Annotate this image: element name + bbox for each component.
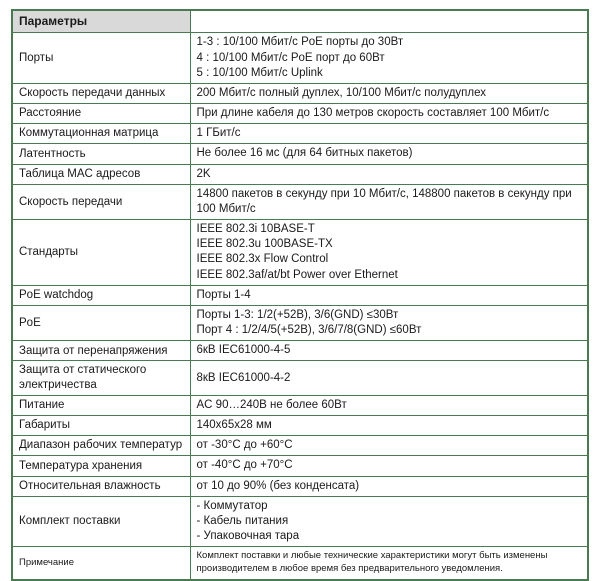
table-header-row: [12, 10, 588, 33]
table-row: [12, 456, 588, 476]
row-value-line: от -30°C до +60°C: [196, 439, 293, 452]
row-value-line: 1 ГБит/с: [196, 127, 241, 140]
row-label: PoE watchdog: [12, 285, 190, 305]
row-value: [190, 456, 588, 476]
table-row: [12, 395, 588, 415]
row-label: Габариты: [12, 416, 190, 436]
row-value-line: Не более 16 мс (для 64 битных пакетов): [196, 147, 413, 160]
row-value-line: от 10 до 90% (без конденсата): [196, 479, 360, 492]
table-row: [12, 341, 588, 361]
row-value-line: 5 : 10/100 Мбит/с Uplink: [196, 66, 323, 79]
note-label: Примечание: [12, 547, 190, 580]
table-row: [12, 124, 588, 144]
row-value: [190, 496, 588, 547]
row-value-line: Порт 4 : 1/2/4/5(+52В), 3/6/7/8(GND) ≤60Вт: [196, 324, 422, 337]
row-value-line: IEEE 802.3x Flow Control: [196, 253, 329, 266]
row-label: Порты: [12, 33, 190, 84]
note-value-line: производителем в любое время без предварительного уведомления.: [196, 563, 503, 575]
row-value-line: от -40°C до +70°C: [196, 459, 293, 472]
row-label: Коммутационная матрица: [12, 124, 190, 144]
table-row: [12, 104, 588, 124]
table-row: [12, 476, 588, 496]
table-row: [12, 361, 588, 395]
row-value: [190, 144, 588, 164]
row-value: [190, 164, 588, 184]
row-value-line: 2K: [196, 167, 211, 180]
row-value-line: 140x65x28 мм: [196, 419, 272, 432]
row-value-line: AC 90…240В не более 60Вт: [196, 398, 347, 411]
row-label: Скорость передачи: [12, 184, 190, 219]
row-value-line: IEEE 802.3i 10BASE-T: [196, 223, 315, 236]
table-row: [12, 33, 588, 84]
row-value-line: Порты 1-4: [196, 288, 251, 301]
table-row: [12, 144, 588, 164]
row-value: [190, 285, 588, 305]
row-value: [190, 220, 588, 286]
row-value: [190, 341, 588, 361]
table-row: [12, 416, 588, 436]
row-label: Относительная влажность: [12, 476, 190, 496]
table-row: [12, 285, 588, 305]
row-value-line: 100 Мбит/с: [196, 202, 256, 215]
table-row: [12, 164, 588, 184]
column-header-values: [190, 10, 588, 33]
row-value: [190, 361, 588, 395]
row-value: [190, 476, 588, 496]
row-value-line: 8кВ IEC61000-4-2: [196, 371, 291, 384]
row-value: [190, 305, 588, 340]
row-label: Латентность: [12, 144, 190, 164]
column-header-parameters: Параметры: [12, 10, 190, 33]
row-label: Защита от перенапряжения: [12, 341, 190, 361]
row-value-line: IEEE 802.3u 100BASE-TX: [196, 238, 333, 251]
row-value-line: При длине кабеля до 130 метров скорость составляет 100 Мбит/с: [196, 107, 550, 120]
row-value-line: IEEE 802.3af/at/bt Power over Ethernet: [196, 268, 398, 281]
table-body: [12, 10, 588, 580]
note-value: [190, 547, 588, 580]
row-value-line: Порты 1-3: 1/2(+52В), 3/6(GND) ≤30Вт: [196, 308, 399, 321]
row-value: [190, 184, 588, 219]
row-label: Скорость передачи данных: [12, 83, 190, 103]
row-label: Питание: [12, 395, 190, 415]
row-label: Температура хранения: [12, 456, 190, 476]
row-label: Диапазон рабочих температур: [12, 436, 190, 456]
table-row: [12, 184, 588, 219]
note-value-line: Комплект поставки и любые технические характеристики могут быть изменены: [196, 550, 548, 562]
row-value-line: 4 : 10/100 Мбит/с PoE порт до 60Вт: [196, 51, 385, 64]
row-value-line: 14800 пакетов в секунду при 10 Мбит/с, 148800 пакетов в секунду при: [196, 187, 572, 200]
row-value: [190, 83, 588, 103]
row-label: Расстояние: [12, 104, 190, 124]
row-label-line: электричества: [19, 379, 97, 392]
note-row: [12, 547, 588, 580]
row-label: Стандарты: [12, 220, 190, 286]
row-value-line: - Упаковочная тара: [196, 530, 300, 543]
row-label: PoE: [12, 305, 190, 340]
row-value-line: - Коммутатор: [196, 499, 268, 512]
row-label: [12, 361, 190, 395]
table-row: [12, 305, 588, 340]
row-label: Комплект поставки: [12, 496, 190, 547]
row-value-line: - Кабель питания: [196, 514, 289, 527]
table-row: [12, 220, 588, 286]
row-value: [190, 124, 588, 144]
row-value: [190, 104, 588, 124]
specifications-table: [11, 9, 589, 581]
table-row: [12, 496, 588, 547]
row-value-line: 6кВ IEC61000-4-5: [196, 344, 291, 357]
row-value-line: 200 Мбит/с полный дуплех, 10/100 Мбит/с полудуплех: [196, 86, 486, 99]
row-value: [190, 33, 588, 84]
table-row: [12, 436, 588, 456]
table-row: [12, 83, 588, 103]
row-value: [190, 395, 588, 415]
row-value: [190, 416, 588, 436]
row-label-line: Защита от статического: [19, 364, 147, 377]
row-label: Таблица MAC адресов: [12, 164, 190, 184]
row-value: [190, 436, 588, 456]
row-value-line: 1-3 : 10/100 Мбит/с PoE порты до 30Вт: [196, 36, 404, 49]
